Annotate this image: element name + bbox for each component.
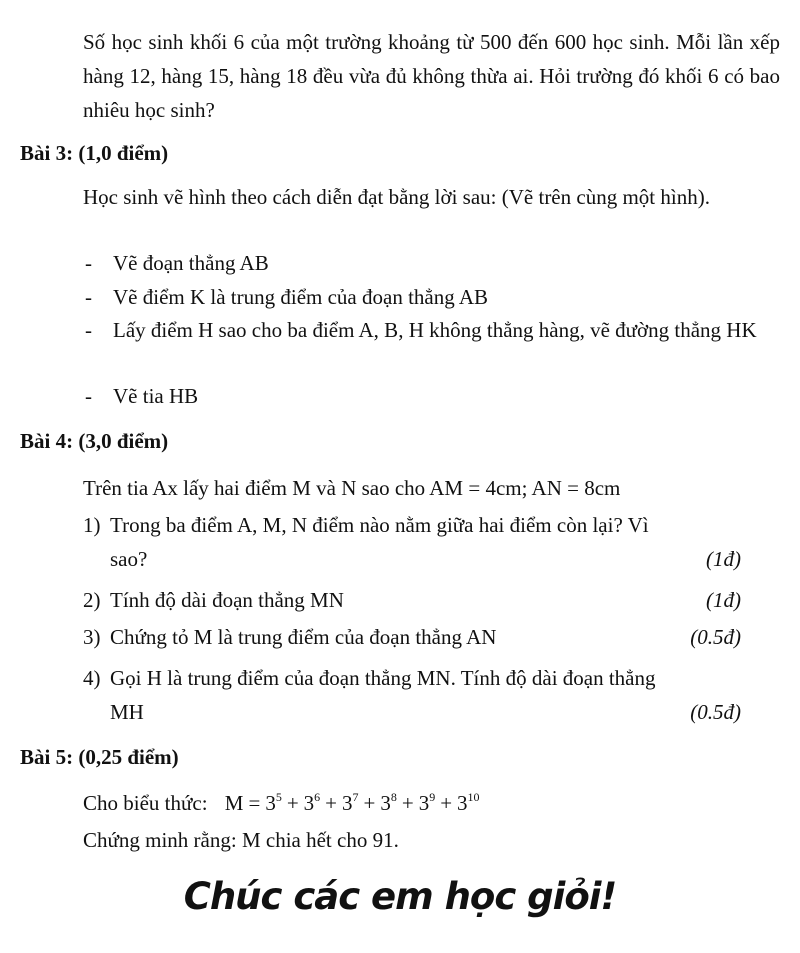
bai5-prove: Chứng minh rằng: M chia hết cho 91. [83,828,399,852]
formula-label: Cho biểu thức: [83,791,208,815]
term-exponent: 6 [314,790,321,804]
bai4-item [83,508,780,542]
term-base: 3 [303,791,315,815]
formula [225,791,480,815]
formula-term [342,791,359,815]
item-text: Tính độ dài đoạn thẳng MN [110,588,344,612]
item-number: 2) [83,588,101,612]
bai2-paragraph: Số học sinh khối 6 của một trường khoảng từ 500 đến 600 học sinh. Mỗi lần xếp hàng 12, hàng 15, hàng 18 đều vừa đủ không thừa ai. Hỏi trường đó khối 6 có bao nhiêu học sinh? [83,30,780,122]
bullet-text: Vẽ tia HB [113,384,199,408]
item-text: Trong ba điểm A, M, N điểm nào nằm giữa hai điểm còn lại? Vì [110,513,649,537]
term-base: 3 [457,791,468,815]
bai3-bullet [85,280,780,314]
item-points: (1đ) [706,547,741,571]
item-text: Chứng tỏ M là trung điểm của đoạn thẳng AN [110,625,497,649]
bullet-text: Lấy điểm H sao cho ba điểm A, B, H không thẳng hàng, vẽ đường thẳng HK [113,318,757,342]
formula-plus: + [401,791,414,815]
term-exponent: 5 [275,790,282,804]
bai3-bullet [85,379,780,413]
item-text-cont: MH [110,700,144,724]
bai5-formula-line [83,786,780,820]
item-text-cont: sao? [110,547,148,571]
bai3-bullet [85,313,780,347]
item-points: (0.5đ) [690,625,741,649]
formula-equals: = [248,791,261,815]
formula-plus: + [440,791,453,815]
formula-plus: + [286,791,299,815]
formula-term [419,791,436,815]
formula-term [304,791,321,815]
bullet-dash: - [85,285,92,309]
formula-term [265,791,282,815]
item-number: 1) [83,513,101,537]
bullet-dash: - [85,251,92,275]
item-text: Gọi H là trung điểm của đoạn thẳng MN. Tính độ dài đoạn thẳng [110,666,656,690]
item-points: (1đ) [706,588,741,612]
term-exponent: 10 [467,790,480,804]
term-exponent: 8 [390,790,397,804]
bullet-text: Vẽ đoạn thẳng AB [113,251,269,275]
term-base: 3 [418,791,430,815]
term-base: 3 [342,791,353,815]
item-number: 3) [83,625,101,649]
bai3-heading: Bài 3: (1,0 điểm) [20,141,169,165]
item-points: (0.5đ) [690,700,741,724]
bai4-item [83,661,780,695]
bai4-intro: Trên tia Ax lấy hai điểm M và N sao cho AM = 4cm; AN = 8cm [83,476,621,500]
bai5-heading: Bài 5: (0,25 điểm) [20,745,179,769]
formula-lhs: M [224,791,244,815]
term-exponent: 7 [352,790,359,804]
formula-plus: + [363,791,376,815]
bai3-bullet [85,246,780,280]
bullet-dash: - [85,384,92,408]
item-number: 4) [83,666,101,690]
bai4-heading: Bài 4: (3,0 điểm) [20,429,169,453]
bullet-text: Vẽ điểm K là trung điểm của đoạn thẳng AB [113,285,488,309]
formula-term [380,791,397,815]
term-exponent: 9 [429,790,436,804]
term-base: 3 [265,791,276,815]
bullet-dash: - [85,318,92,342]
bai4-item-continuation [110,542,741,576]
formula-plus: + [325,791,338,815]
bai4-item-continuation [110,695,741,729]
term-base: 3 [380,791,391,815]
closing-message: Chúc các em học giỏi! [183,875,617,918]
formula-term [457,791,480,815]
bai3-intro: Học sinh vẽ hình theo cách diễn đạt bằng lời sau: (Vẽ trên cùng một hình). [83,185,710,209]
